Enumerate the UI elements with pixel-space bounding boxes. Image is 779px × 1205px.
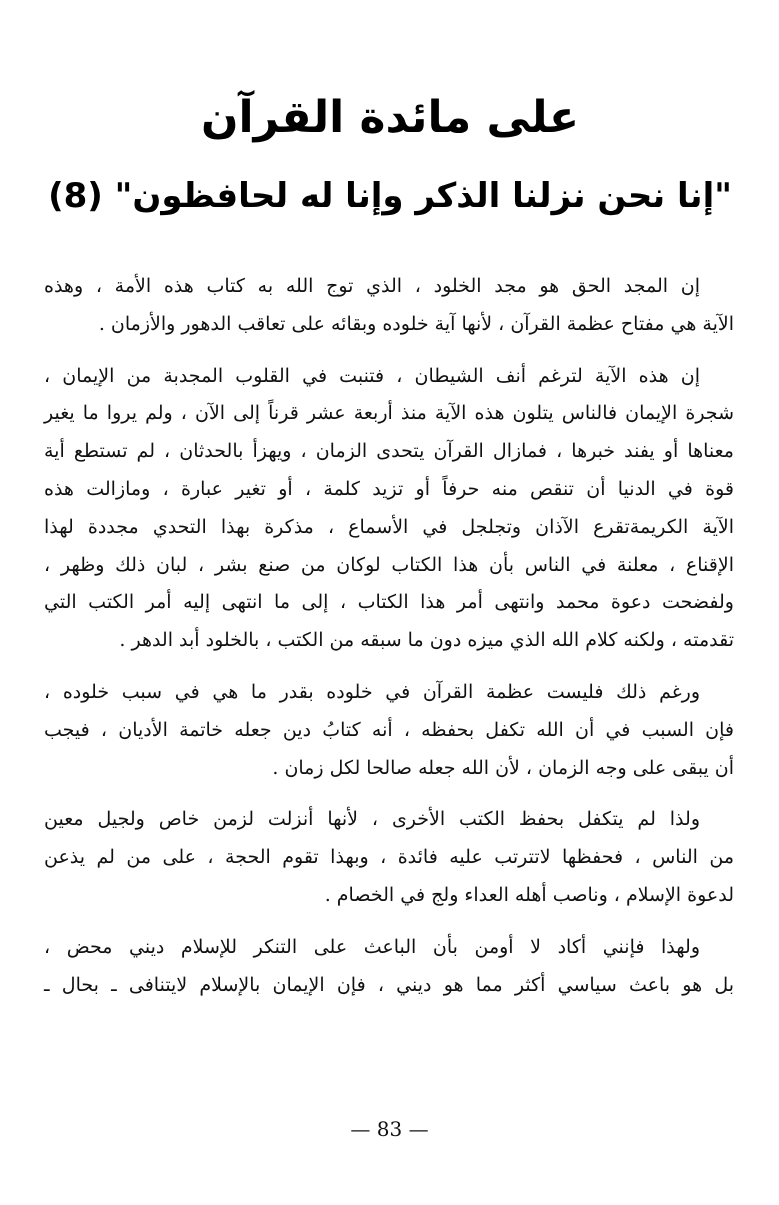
verse-heading: "إنا نحن نزلنا الذكر وإنا له لحافظون" (8) <box>48 176 732 216</box>
body-text <box>44 268 734 1018</box>
text-line: شجرة الإيمان فالناس يتلون هذه الآية منذ أربعة عشر قرناً إلى الآن ، ولم يروا ما يغير <box>44 402 734 425</box>
text-line: الآية الكريمةتقرع الآذان وتجلجل في الأسماع ، مذكرة بهذا التحدي مجددة لهذا <box>44 515 734 538</box>
text-line: تقدمته ، ولكنه كلام الله الذي ميزه دون ما سبقه من الكتب ، بالخلود أبد الدهر . <box>119 629 734 652</box>
text-line: لدعوة الإسلام ، وناصب أهله العداء ولج في الخصام . <box>324 883 734 906</box>
section-title: على مائدة القرآن <box>200 92 580 143</box>
paragraph-1 <box>44 268 734 344</box>
text-line: ولهذا فإنني أكاد لا أومن بأن الباعث على التنكر للإسلام ديني محض ، <box>44 935 700 958</box>
text-line: ورغم ذلك فليست عظمة القرآن في خلوده بقدر ما هي في سبب خلوده ، <box>44 680 700 703</box>
text-line: معناها أو يفند خبرها ، فمازال القرآن يتحدى الزمان ، ويهزأ بالحدثان ، لم تستطع أية <box>44 440 734 463</box>
text-line: إن هذه الآية لترغم أنف الشيطان ، فتنبت في القلوب المجدبة من الإيمان ، <box>44 364 700 387</box>
text-line: قوة في الدنيا أن تنقص منه حرفاً أو تزيد كلمة ، أو تغير عبارة ، ومازالت هذه <box>44 477 734 500</box>
text-line: أن يبقى على وجه الزمان ، لأن الله جعله صالحا لكل زمان . <box>272 756 734 779</box>
text-line: الآية هي مفتاح عظمة القرآن ، لأنها آية خلوده وبقائه على تعاقب الدهور والأزمان . <box>98 312 734 335</box>
text-line: من الناس ، فحفظها لاتترتب عليه فائدة ، وبهذا تقوم الحجة ، على من لم يذعن <box>44 846 734 869</box>
page-number: — 83 — <box>350 1117 429 1141</box>
paragraph-2 <box>44 358 734 660</box>
text-line: ولذا لم يتكفل بحفظ الكتب الأخرى ، لأنها أنزلت لزمن خاص ولجيل معين <box>44 808 700 831</box>
paragraph-5 <box>44 929 734 1005</box>
text-line: بل هو باعث سياسي أكثر مما هو ديني ، فإن الإيمان بالإسلام لايتنافى ـ بحال ـ <box>44 973 734 996</box>
paragraph-3 <box>44 674 734 787</box>
text-line: الإقناع ، معلنة في الناس بأن هذا الكتاب لوكان من صنع بشر ، لبان ذلك وظهر ، <box>44 553 734 576</box>
text-line: ولفضحت دعوة محمد وانتهى أمر هذا الكتاب ، إلى ما انتهى إليه أمر الكتب التي <box>44 591 734 614</box>
text-line: فإن السبب في أن الله تكفل بحفظه ، أنه كتابُ دين جعله خاتمة الأديان ، فيجب <box>44 718 734 741</box>
paragraph-4 <box>44 801 734 914</box>
text-line: إن المجد الحق هو مجد الخلود ، الذي توج الله به كتاب هذه الأمة ، وهذه <box>44 275 700 297</box>
